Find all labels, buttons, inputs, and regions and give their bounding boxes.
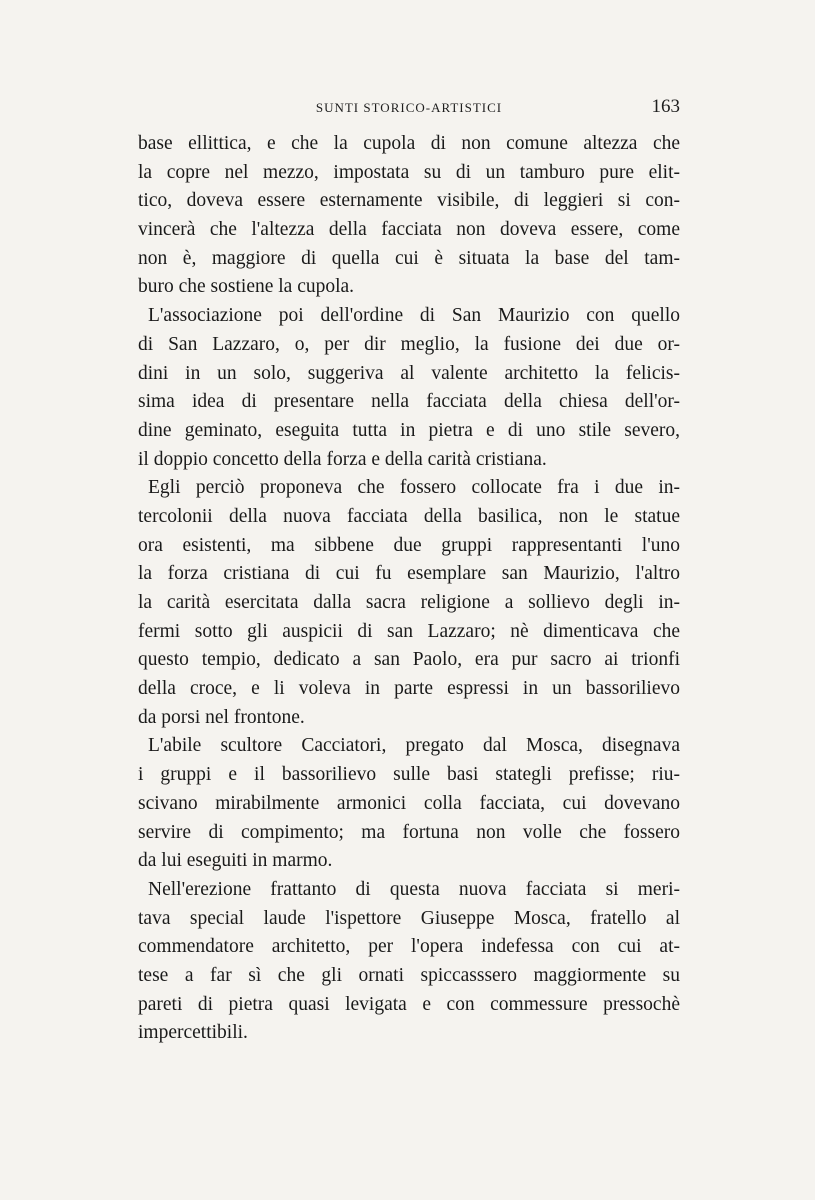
text-line: Egli perciò proponeva che fossero collocate fra i due in- <box>148 477 680 499</box>
text-line: la copre nel mezzo, impostata su di un tamburo pure elit- <box>138 161 680 183</box>
page-number: 163 <box>651 96 680 117</box>
text-line: L'associazione poi dell'ordine di San Maurizio con quello <box>148 305 680 327</box>
text-line: dini in un solo, suggeriva al valente architetto la felicis- <box>138 362 680 384</box>
text-line: sima idea di presentare nella facciata della chiesa dell'or- <box>138 391 680 413</box>
text-line: servire di compimento; ma fortuna non volle che fossero <box>138 821 680 843</box>
paragraph <box>138 876 680 1048</box>
text-line: di San Lazzaro, o, per dir meglio, la fusione dei due or- <box>138 333 680 355</box>
text-line: buro che sostiene la cupola. <box>138 276 355 298</box>
paragraph <box>138 130 680 302</box>
page-header <box>138 96 680 122</box>
paragraph <box>138 474 680 732</box>
text-line: fermi sotto gli auspicii di san Lazzaro; nè dimenticava che <box>138 620 680 642</box>
text-line: base ellittica, e che la cupola di non comune altezza che <box>138 133 680 154</box>
text-line: commendatore architetto, per l'opera indefessa con cui at- <box>138 936 680 958</box>
text-line: tercolonii della nuova facciata della basilica, non le statue <box>138 505 680 527</box>
text-line: della croce, e li voleva in parte espressi in un bassorilievo <box>138 678 680 700</box>
text-line: tava special laude l'ispettore Giuseppe Mosca, fratello al <box>138 907 680 929</box>
text-line: la forza cristiana di cui fu esemplare san Maurizio, l'altro <box>138 563 680 585</box>
text-line: pareti di pietra quasi levigata e con commessure pressochè <box>138 993 680 1015</box>
running-title: SUNTI STORICO-ARTISTICI <box>315 100 503 115</box>
text-line: tese a far sì che gli ornati spiccasssero maggiormente su <box>138 964 680 986</box>
text-line: L'abile scultore Cacciatori, pregato dal Mosca, disegnava <box>148 735 680 757</box>
paragraph <box>138 302 680 474</box>
text-line: ora esistenti, ma sibbene due gruppi rappresentanti l'uno <box>138 534 680 556</box>
body-text <box>138 130 680 1048</box>
paragraph <box>138 732 680 875</box>
text-line: da porsi nel frontone. <box>138 706 305 728</box>
text-line: la carità esercitata dalla sacra religione a sollievo degli in- <box>138 592 680 613</box>
text-line: tico, doveva essere esternamente visibile, di leggieri si con- <box>138 190 680 212</box>
text-line: impercettibili. <box>138 1022 248 1044</box>
text-line: dine geminato, eseguita tutta in pietra e di uno stile severo, <box>138 419 680 441</box>
text-line: questo tempio, dedicato a san Paolo, era pur sacro ai trionfi <box>138 649 680 671</box>
text-line: il doppio concetto della forza e della carità cristiana. <box>138 448 547 470</box>
text-line: i gruppi e il bassorilievo sulle basi stategli prefisse; riu- <box>138 764 680 786</box>
text-line: vincerà che l'altezza della facciata non doveva essere, come <box>138 219 680 241</box>
text-line: Nell'erezione frattanto di questa nuova facciata si meri- <box>148 878 680 900</box>
text-line: scivano mirabilmente armonici colla facciata, cui dovevano <box>138 792 680 814</box>
text-line: da lui eseguiti in marmo. <box>138 850 333 872</box>
text-line: non è, maggiore di quella cui è situata la base del tam- <box>138 247 680 269</box>
